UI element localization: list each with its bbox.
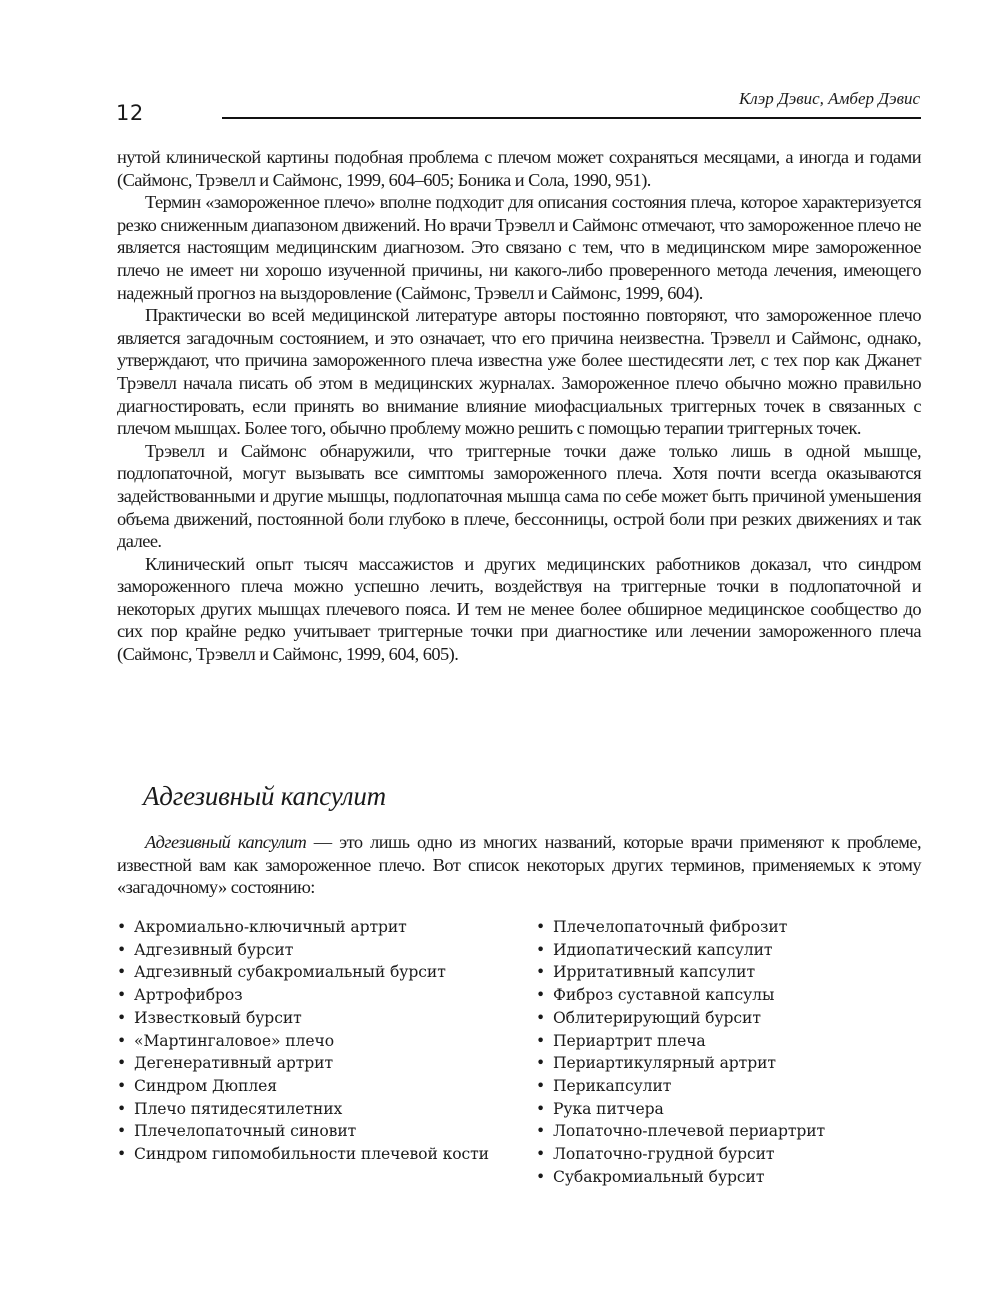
bullet-icon: •: [117, 1008, 127, 1027]
list-item: [536, 1052, 926, 1075]
list-item-text: Периартрит плеча: [553, 1031, 706, 1050]
list-item-text: Идиопатический капсулит: [553, 940, 773, 959]
section-heading: Адгезивный капсулит: [143, 781, 386, 811]
bullet-icon: •: [536, 1122, 546, 1141]
list-item: [536, 1120, 926, 1143]
synonym-list-left: [117, 916, 497, 1166]
bullet-icon: •: [536, 963, 546, 982]
bullet-icon: •: [117, 1099, 127, 1118]
list-item: [536, 1143, 926, 1166]
body-text: [117, 146, 921, 666]
list-item: [536, 961, 926, 984]
list-item-text: Субакромиальный бурсит: [553, 1167, 765, 1186]
list-item-text: Ирритативный капсулит: [553, 963, 756, 982]
bullet-icon: •: [536, 1167, 546, 1186]
bullet-icon: •: [117, 986, 127, 1005]
paragraph: Трэвелл и Саймонс обнаружили, что триггерные точки даже только лишь в одной мышце, подлопаточной, могут вызывать все симптомы замороженного плеча. Хотя почти всегда оказываются задействованными и другие мышцы, подлопаточная мышца сама по себе может быть причиной уменьшения объема движений, постоянной боли глубоко в плече, бессонницы, острой боли при резких движениях и так далее.: [117, 440, 921, 552]
list-item-text: Плечелопаточный фиброзит: [553, 918, 788, 936]
header-rule: [222, 117, 921, 119]
list-item: [536, 1030, 926, 1053]
bullet-icon: •: [536, 1008, 546, 1027]
intro-term: Адгезивный капсулит: [145, 832, 307, 852]
bullet-icon: •: [536, 918, 546, 936]
list-item: [536, 939, 926, 962]
paragraph: Клинический опыт тысяч массажистов и других медицинских работников доказал, что синдром замороженного плеча можно успешно лечить, воздействуя на триггерные точки в подлопаточной и некоторых других мышцах плечевого пояса. И тем не менее более обширное медицинское сообщество до сих пор крайне редко учитывает триггерные точки при диагностике или лечении замороженного плеча (Саймонс, Трэвелл и Саймонс, 1999, 604, 605).: [117, 553, 921, 665]
list-item-text: Артрофиброз: [134, 986, 243, 1005]
bullet-icon: •: [117, 1054, 127, 1073]
list-item: [536, 1075, 926, 1098]
list-item: [117, 961, 497, 984]
list-item: [536, 984, 926, 1007]
list-item-text: Известковый бурсит: [134, 1008, 302, 1027]
bullet-icon: •: [536, 1076, 546, 1095]
list-item-text: Синдром гипомобильности плечевой кости: [134, 1145, 489, 1164]
list-item-text: Адгезивный бурсит: [134, 940, 294, 959]
intro-paragraph: [117, 831, 921, 899]
bullet-icon: •: [536, 1031, 546, 1050]
list-item-text: Рука питчера: [553, 1099, 664, 1118]
list-item-text: Облитерирующий бурсит: [553, 1008, 761, 1027]
list-item-text: «Мартингаловое» плечо: [134, 1031, 334, 1050]
list-item-text: Фиброз суставной капсулы: [553, 986, 775, 1005]
list-item: [117, 1120, 497, 1143]
list-item: [117, 916, 497, 939]
section-intro: [117, 831, 921, 899]
bullet-icon: •: [536, 1145, 546, 1164]
list-item-text: Акромиально-ключичный артрит: [134, 918, 407, 936]
bullet-icon: •: [117, 1076, 127, 1095]
list-item: [117, 984, 497, 1007]
paragraph: нутой клинической картины подобная проблема с плечом может сохраняться месяцами, а иногда и годами (Саймонс, Трэвелл и Саймонс, 1999, 604–605; Боника и Сола, 1990, 951).: [117, 147, 921, 190]
page-number: 12: [116, 101, 144, 125]
list-item: [117, 1007, 497, 1030]
list-item: [536, 1007, 926, 1030]
list-item-text: Синдром Дюплея: [134, 1076, 277, 1095]
list-item: [117, 1075, 497, 1098]
bullet-icon: •: [536, 940, 546, 959]
bullet-icon: •: [117, 918, 127, 936]
list-item: [536, 916, 926, 939]
list-item-text: Плечелопаточный синовит: [134, 1122, 357, 1141]
bullet-icon: •: [536, 1054, 546, 1073]
list-item-text: Лопаточно-плечевой периартрит: [553, 1122, 826, 1141]
list-item: [117, 1052, 497, 1075]
list-item: [536, 1098, 926, 1121]
list-item: [536, 1166, 926, 1189]
list-item-text: Плечо пятидесятилетних: [134, 1099, 343, 1118]
list-item-text: Лопаточно-грудной бурсит: [553, 1145, 775, 1164]
list-item-text: Адгезивный субакромиальный бурсит: [134, 963, 446, 982]
bullet-icon: •: [117, 940, 127, 959]
list-item: [117, 1143, 497, 1166]
paragraph: Термин «замороженное плечо» вполне подходит для описания состояния плеча, которое характеризуется резко сниженным диапазоном движений. Но врачи Трэвелл и Саймонс отмечают, что замороженное плечо не является настоящим медицинским диагнозом. Это связано с тем, что в медицинском мире замороженное плечо не имеет ни хорошо изученной причины, ни какого-либо проверенного метода лечения, имеющего надежный прогноз на выздоровление (Саймонс, Трэвелл и Саймонс, 1999, 604).: [117, 192, 921, 303]
list-item: [117, 1030, 497, 1053]
list-item-text: Периартикулярный артрит: [553, 1054, 776, 1073]
list-item: [117, 939, 497, 962]
running-header: Клэр Дэвис, Амбер Дэвис: [739, 89, 920, 108]
bullet-icon: •: [117, 963, 127, 982]
intro-text: — это лишь одно из многих названий, которые врачи применяют к проблеме, известной вам как замороженное плечо. Вот список некоторых других терминов, применяемых к этому «загадочному» состоянию:: [117, 832, 921, 898]
bullet-icon: •: [536, 1099, 546, 1118]
bullet-icon: •: [536, 986, 546, 1005]
list-item: [117, 1098, 497, 1121]
list-item-text: Перикапсулит: [553, 1076, 672, 1095]
synonym-list-right: [536, 916, 926, 1188]
bullet-icon: •: [117, 1031, 127, 1050]
list-item-text: Дегенеративный артрит: [134, 1054, 333, 1073]
bullet-icon: •: [117, 1122, 127, 1141]
paragraph: Практически во всей медицинской литературе авторы постоянно повторяют, что замороженное плечо является загадочным состоянием, и это означает, что его причина неизвестна. Трэвелл и Саймонс, однако, утверждают, что причина замороженного плеча известна уже более шестидесяти лет, с тех пор как Джанет Трэвелл начала писать об этом в медицинских журналах. Замороженное плечо обычно можно правильно диагностировать, если принять во внимание влияние миофасциальных триггерных точек в связанных с плечом мышцах. Более того, обычно проблему можно решить с помощью терапии триггерных точек.: [117, 305, 921, 439]
bullet-icon: •: [117, 1145, 127, 1164]
